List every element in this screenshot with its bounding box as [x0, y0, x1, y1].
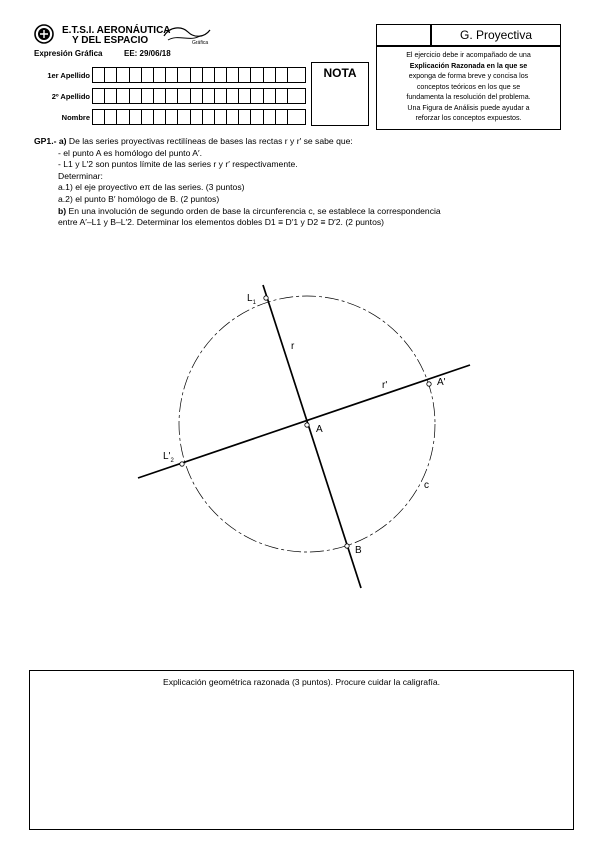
answer-box[interactable] — [29, 670, 574, 830]
row-label-apellido1: 1er Apellido — [47, 71, 90, 80]
label-A-prime: A' — [437, 377, 446, 388]
school-name-line2: Y DEL ESPACIO — [72, 35, 149, 46]
label-c: c — [424, 480, 429, 491]
school-name-line1: E.T.S.I. AERONÁUTICA — [62, 25, 171, 36]
instruction-line: El ejercicio debe ir acompañado de una — [406, 51, 531, 59]
instruction-line: reforzar los conceptos expuestos. — [415, 114, 522, 122]
instruction-line: exponga de forma breve y concisa los — [408, 72, 529, 80]
line-r — [263, 285, 361, 588]
line-r-prime — [138, 365, 470, 478]
label-L2-prime: $L'_2$ — [163, 451, 174, 464]
question-a2: a.2) el punto B′ homólogo de B. (2 puntos) — [58, 193, 220, 204]
answer-box-title: Explicación geométrica razonada (3 puntos). Procure cuidar la caligrafía. — [162, 677, 441, 687]
department-label: Expresión Gráfica — [34, 49, 103, 58]
point-A-prime — [427, 382, 431, 386]
instruction-line: conceptos teóricos en los que se — [416, 82, 521, 91]
instruction-line: fundamenta la resolución del problema. — [406, 93, 531, 101]
instruction-line: Explicación Razonada en la que se — [409, 61, 528, 70]
label-r: r — [291, 341, 295, 352]
point-B — [345, 544, 349, 548]
determine-label: Determinar: — [58, 170, 103, 181]
label-L1: $L_1$ — [247, 293, 256, 306]
part-b-line2: entre A′–L1 y B–L′2. Determinar los elementos dobles D1 ≡ D′1 y D2 ≡ D′2. (2 puntos) — [58, 217, 385, 228]
row-label-apellido2: 2º Apellido — [51, 92, 90, 101]
svg-text:Gráfica: Gráfica — [192, 40, 209, 46]
nota-label: NOTA — [323, 66, 357, 80]
label-B: B — [355, 545, 362, 556]
exam-date: EE: 29/06/18 — [124, 49, 171, 58]
part-b-line1: En una involución de segundo orden de base la circunferencia c, se establece la correspondencia — [68, 205, 441, 216]
bullet-2: - L1 y L′2 son puntos límite de las series r y r′ respectivamente. — [58, 159, 298, 170]
point-L2-prime — [180, 462, 184, 466]
part-a-intro: De las series proyectivas rectilíneas de bases las rectas r y r′ se sabe que: — [68, 136, 353, 146]
question-a1: a.1) el eje proyectivo eπ de las series. (3 puntos) — [58, 182, 245, 193]
problem-statement: GP1.- a) De las series proyectivas rectilíneas de bases las rectas r y r′ se sabe que: - el punto A es homólogo del punto A′. - L1 y L′2 son puntos límite de las series r y r′ respectivamente. Determinar: a.1) el eje proyectivo eπ de las series. (3 puntos) a.2) el punto B′ homólogo de B. (2 puntos) b) En una involución de segundo orden de base la circunferencia c, se establece la correspondencia entre A′–L1 y B–L′2. Determinar los elementos dobles D1 ≡ D′1 y D2 ≡ D′2. (2 puntos) — [34, 136, 574, 229]
row-label-nombre: Nombre — [61, 113, 90, 122]
label-A: A — [316, 424, 323, 435]
point-A — [305, 423, 309, 427]
subject-title: G. Proyectiva — [459, 28, 533, 42]
label-r-prime: r' — [382, 380, 388, 391]
bullet-1: - el punto A es homólogo del punto A′. — [58, 147, 202, 158]
problem-id: GP1.- — [34, 136, 57, 146]
point-L1 — [264, 296, 268, 300]
instruction-line: Una Figura de Análisis puede ayudar a — [407, 103, 530, 112]
